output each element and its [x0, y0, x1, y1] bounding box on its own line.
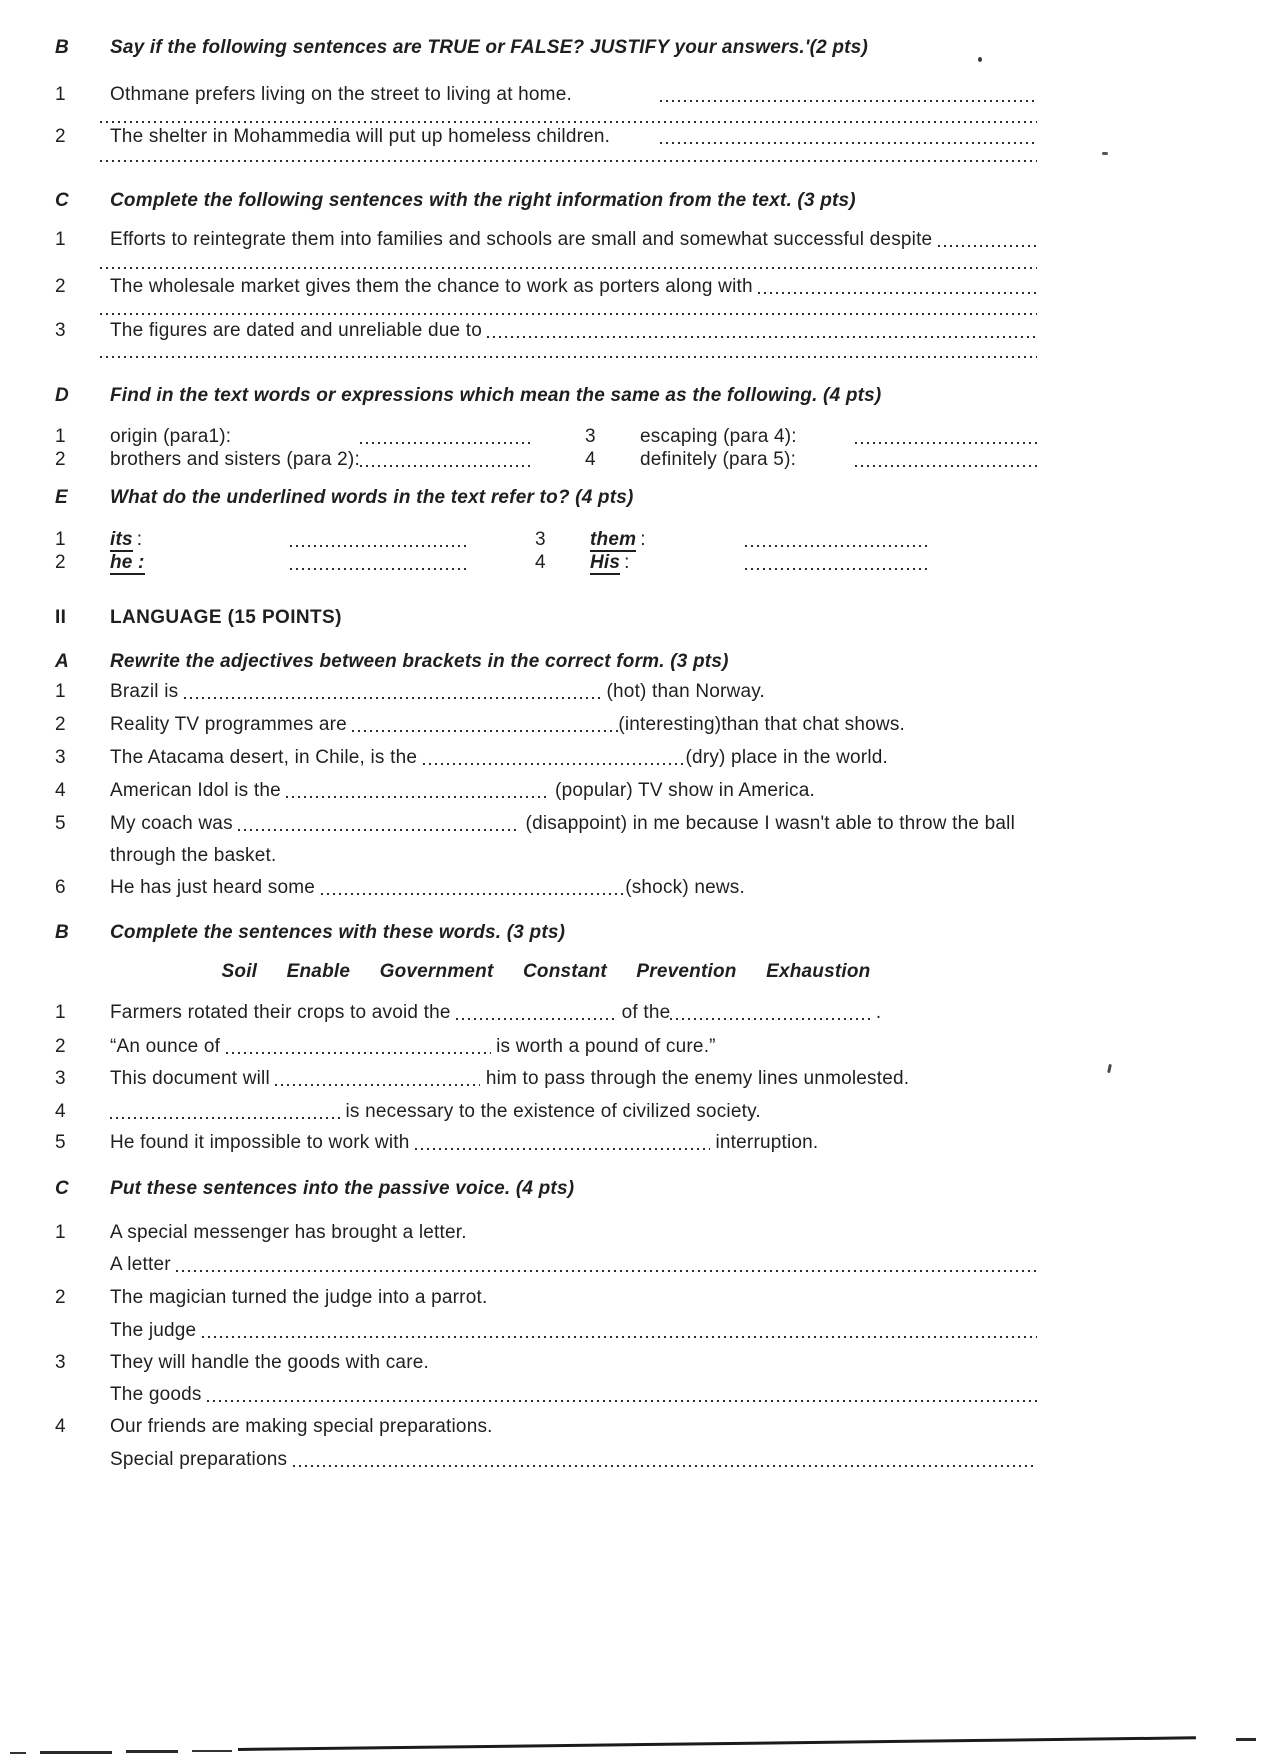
scan-artifact-line	[238, 1736, 1196, 1751]
question-row	[55, 529, 1037, 551]
section-letter: A	[55, 651, 69, 672]
answer-prefix: The judge	[110, 1320, 202, 1341]
sentence-text: The magician turned the judge into a parrot.	[110, 1287, 488, 1308]
scan-artifact-speck	[978, 57, 982, 62]
underlined-word	[110, 529, 290, 551]
answer-line	[226, 1052, 491, 1054]
question-text: through the basket.	[110, 845, 277, 866]
scan-artifact-dash	[192, 1750, 232, 1752]
sentence-text: Our friends are making special preparations.	[110, 1416, 493, 1437]
question-text: is necessary to the existence of civilized society.	[340, 1101, 761, 1122]
question-row	[55, 320, 1037, 342]
answer-line	[286, 796, 549, 798]
answer-line	[110, 1117, 340, 1119]
question-text: The Atacama desert, in Chile, is the	[110, 747, 423, 768]
question-row	[55, 714, 1037, 736]
item-number: 3	[55, 1352, 66, 1373]
colon: :	[640, 529, 646, 550]
question-text: definitely (para 5):	[640, 449, 797, 470]
item-number: 5	[55, 813, 66, 834]
underlined-word	[590, 529, 745, 551]
question-text: brothers and sisters (para 2):	[110, 449, 360, 470]
question-text: Efforts to reintegrate them into families and schools are small and somewhat successful despite	[110, 229, 938, 250]
question-text: American Idol is the	[110, 780, 287, 801]
word: its	[110, 529, 133, 550]
question-text: The shelter in Mohammedia will put up homeless children.	[110, 126, 611, 147]
answer-line	[184, 697, 601, 699]
answer-line	[745, 568, 930, 570]
section-heading-row	[55, 37, 1037, 59]
underlined-word	[590, 552, 745, 574]
question-row	[55, 1287, 1037, 1309]
part-numeral: II	[55, 607, 67, 628]
question-text: The wholesale market gives them the chance to work as porters along with	[110, 276, 759, 297]
fill-line	[110, 714, 905, 736]
item-number: 2	[55, 449, 66, 470]
section-letter: E	[55, 487, 68, 508]
answer-prefix: The goods	[110, 1384, 208, 1405]
fill-line	[110, 780, 815, 802]
item-number: 1	[55, 229, 66, 250]
section-heading: Put these sentences into the passive voice. (4 pts)	[110, 1178, 575, 1199]
section-heading: Complete the following sentences with the right information from the text. (3 pts)	[110, 190, 856, 211]
section-reading-synonyms	[55, 385, 1037, 471]
section-heading-row	[55, 385, 1037, 407]
answer-line	[758, 292, 1037, 294]
section-letter: D	[55, 385, 69, 406]
question-row	[55, 1101, 1037, 1123]
section-reading-truefalse	[55, 37, 1037, 162]
answer-row	[55, 1320, 1037, 1342]
question-row	[55, 1036, 1037, 1058]
section-heading-row	[55, 1178, 1037, 1200]
item-number: 3	[585, 426, 596, 447]
question-row	[55, 426, 1037, 448]
part-title: LANGUAGE (15 POINTS)	[110, 607, 342, 628]
item-number: 2	[55, 276, 66, 297]
question-row	[55, 1068, 1037, 1090]
fill-line	[110, 877, 745, 899]
fill-line	[110, 681, 765, 703]
underlined-word	[110, 552, 290, 574]
item-number: 1	[55, 681, 66, 702]
question-text: My coach was	[110, 813, 239, 834]
section-heading: What do the underlined words in the text refer to? (4 pts)	[110, 487, 634, 508]
section-letter: C	[55, 1178, 69, 1199]
question-row	[55, 681, 1037, 703]
answer-line	[207, 1400, 1037, 1402]
question-row	[55, 84, 1037, 106]
answer-row	[55, 1449, 1037, 1471]
item-number: 6	[55, 877, 66, 898]
scan-artifact-dash	[1236, 1738, 1256, 1741]
answer-line	[938, 245, 1037, 247]
question-row	[55, 229, 1037, 251]
colon: :	[624, 552, 630, 573]
question-row	[55, 449, 1037, 471]
question-row	[55, 813, 1037, 835]
question-text: Othmane prefers living on the street to living at home.	[110, 84, 572, 105]
item-number: 2	[55, 1036, 66, 1057]
section-letter: C	[55, 190, 69, 211]
item-number: 4	[585, 449, 596, 470]
scan-artifact-dash	[10, 1752, 26, 1754]
answer-line	[100, 121, 1037, 123]
scan-artifact-dash	[126, 1750, 178, 1753]
scan-artifact-speck	[1102, 152, 1108, 155]
answer-line	[660, 142, 1037, 144]
fill-line	[110, 813, 1015, 835]
question-text: of the	[616, 1002, 671, 1023]
answer-line	[487, 336, 1037, 338]
question-row	[55, 126, 1037, 148]
section-reading-complete	[55, 190, 1037, 358]
question-text: (popular) TV show in America.	[549, 780, 815, 801]
question-text: origin (para1):	[110, 426, 232, 447]
question-row	[55, 552, 1037, 574]
answer-line	[293, 1465, 1037, 1467]
exam-content	[55, 37, 1037, 1471]
section-heading-row	[55, 651, 1037, 673]
answer-line	[415, 1148, 710, 1150]
word: His	[590, 552, 621, 573]
part-title-row	[55, 607, 1037, 629]
item-number: 1	[55, 529, 66, 550]
question-text: (dry) place in the world.	[685, 747, 888, 768]
question-row	[55, 1352, 1037, 1374]
section-heading-row	[55, 190, 1037, 212]
question-row	[55, 747, 1037, 769]
answer-line	[202, 1336, 1037, 1338]
answer-line	[100, 356, 1037, 358]
item-number: 3	[535, 529, 546, 550]
question-text: interruption.	[710, 1132, 819, 1153]
question-row	[55, 1002, 1037, 1024]
item-number: 1	[55, 1222, 66, 1243]
answer-line	[100, 313, 1037, 315]
answer-line	[100, 267, 1037, 269]
section-heading: Say if the following sentences are TRUE or FALSE? JUSTIFY your answers.'(2 pts)	[110, 37, 868, 58]
section-language-adjectives	[55, 651, 1037, 899]
section-heading: Rewrite the adjectives between brackets in the correct form. (3 pts)	[110, 651, 729, 672]
word-bank: Soil Enable Government Constant Prevention Exhaustion	[221, 961, 871, 982]
question-text: He has just heard some	[110, 877, 321, 898]
question-text: Reality TV programmes are	[110, 714, 353, 735]
answer-line	[238, 829, 520, 831]
answer-line	[176, 1270, 1037, 1272]
section-heading: Find in the text words or expressions which mean the same as the following. (4 pts)	[110, 385, 882, 406]
answer-row	[55, 1254, 1037, 1276]
question-continuation-row	[55, 845, 1037, 867]
word: he :	[110, 552, 145, 573]
answer-line	[360, 465, 530, 467]
sentence-text: A special messenger has brought a letter.	[110, 1222, 467, 1243]
answer-line	[321, 893, 626, 895]
question-text: is worth a pound of cure.”	[490, 1036, 716, 1057]
section-heading: Complete the sentences with these words. (3 pts)	[110, 922, 566, 943]
item-number: 3	[55, 747, 66, 768]
question-text: The figures are dated and unreliable due to	[110, 320, 488, 341]
answer-line	[855, 465, 1037, 467]
section-heading-row	[55, 487, 1037, 509]
question-row	[55, 1416, 1037, 1438]
answer-row	[55, 1384, 1037, 1406]
question-row	[55, 1222, 1037, 1244]
answer-line	[855, 442, 1037, 444]
section-language-wordbank	[55, 922, 1037, 1154]
item-number: 4	[535, 552, 546, 573]
item-number: 4	[55, 1416, 66, 1437]
question-text: (disappoint) in me because I wasn't able to throw the ball	[520, 813, 1015, 834]
question-text: (interesting)than that chat shows.	[618, 714, 905, 735]
question-text: (hot) than Norway.	[601, 681, 765, 702]
item-number: 4	[55, 1101, 66, 1122]
answer-line	[456, 1018, 616, 1020]
answer-line	[100, 160, 1037, 162]
question-text: Brazil is	[110, 681, 184, 702]
section-reading-references	[55, 487, 1037, 574]
item-number: 1	[55, 426, 66, 447]
answer-line	[423, 763, 686, 765]
scan-artifact-mark	[1107, 1064, 1112, 1073]
item-number: 1	[55, 84, 66, 105]
answer-line	[290, 568, 470, 570]
item-number: 2	[55, 714, 66, 735]
answer-line	[275, 1084, 480, 1086]
question-text: .	[870, 1002, 882, 1023]
question-text: escaping (para 4):	[640, 426, 797, 447]
question-row	[55, 877, 1037, 899]
item-number: 5	[55, 1132, 66, 1153]
question-text: He found it impossible to work with	[110, 1132, 415, 1153]
section-letter: B	[55, 922, 69, 943]
answer-line	[660, 100, 1037, 102]
fill-line	[110, 747, 888, 769]
section-language-passive	[55, 1178, 1037, 1471]
answer-prefix: A letter	[110, 1254, 177, 1275]
question-row	[55, 1132, 1037, 1154]
question-text: “An ounce of	[110, 1036, 226, 1057]
section-letter: B	[55, 37, 69, 58]
answer-line	[670, 1018, 870, 1020]
question-text: Farmers rotated their crops to avoid the	[110, 1002, 457, 1023]
section-heading-row	[55, 922, 1037, 944]
item-number: 1	[55, 1002, 66, 1023]
answer-line	[290, 545, 470, 547]
word: them	[590, 529, 637, 550]
answer-line	[352, 730, 618, 732]
question-text: him to pass through the enemy lines unmolested.	[480, 1068, 910, 1089]
sentence-text: They will handle the goods with care.	[110, 1352, 429, 1373]
answer-prefix: Special preparations	[110, 1449, 293, 1470]
item-number: 2	[55, 552, 66, 573]
item-number: 2	[55, 1287, 66, 1308]
question-text: (shock) news.	[625, 877, 745, 898]
item-number: 4	[55, 780, 66, 801]
question-row	[55, 276, 1037, 298]
colon: :	[136, 529, 143, 550]
answer-line	[360, 442, 530, 444]
question-row	[55, 780, 1037, 802]
answer-line	[745, 545, 930, 547]
item-number: 3	[55, 1068, 66, 1089]
item-number: 2	[55, 126, 66, 147]
question-text: This document will	[110, 1068, 276, 1089]
scan-artifact-dash	[40, 1751, 112, 1754]
item-number: 3	[55, 320, 66, 341]
